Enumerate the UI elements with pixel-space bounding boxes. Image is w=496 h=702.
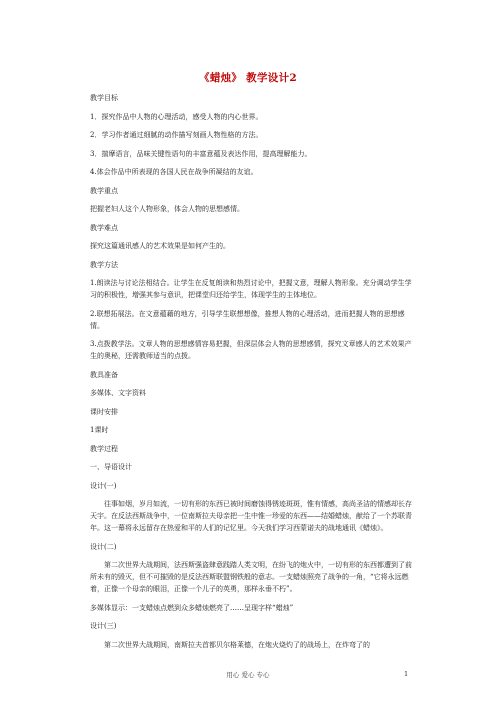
paragraph: 教学方法 xyxy=(90,260,118,269)
paragraph: 第二次世界大战期间，南斯拉夫首都贝尔格莱德，在炮火烧灼了的战场上，在炸弯了的 xyxy=(104,640,370,649)
paragraph: 3．揣摩语言，品味关键性语句的丰富意蕴及表达作用，提高理解能力。 xyxy=(90,149,312,158)
paragraph: 教学目标 xyxy=(90,94,118,102)
paragraph: 多媒体显示：一支蜡烛点燃到众多蜡烛燃亮了……呈现字样“蜡烛” xyxy=(90,603,294,612)
paragraph: 教学难点 xyxy=(90,223,118,232)
paragraph: 多媒体、文字资料 xyxy=(90,389,146,397)
page-number: 1 xyxy=(404,670,409,678)
paragraph: 1课时 xyxy=(90,426,109,434)
paragraph: 4.体会作品中所表现的各国人民在战争所凝结的友谊。 xyxy=(90,168,258,176)
paragraph: 把握老妇人这个人物形象，体会人物的思想感情。 xyxy=(90,205,244,213)
paragraph: 教具准备 xyxy=(90,370,118,379)
paragraph: 2.联想拓展法。在文意蕴藉的地方，引导学生联想想像，推想人物的心理活动，进而把握人物的思想感情。 xyxy=(90,309,405,330)
paragraph: 探究这篇通讯感人的艺术效果是如何产生的。 xyxy=(90,242,230,250)
paragraph: 设计(三) xyxy=(90,622,117,630)
paragraph: 一、导语设计 xyxy=(90,463,132,471)
paragraph: 往事如烟，岁月如流，一切有形的东西已被时间磨蚀得锈迹斑斑，惟有情感，高尚圣洁的情感却长存天宇。在反法西斯战争中，一位南斯拉夫母亲把一生中惟一珍爱的东西——结婚蜡烛，献给了一个苏联青年。这一幕将永远留存在热爱和平的人们的记忆里。今天我们学习西蒙诺夫的战地通讯《蜡烛》。 xyxy=(90,500,412,532)
paragraph: 第二次世界大战期间，法西斯强盗肆意践踏人类文明，在纷飞的炮火中，一切有形的东西都遭到了前所未有的毁灭，但不可摧毁的是反法西斯联盟钢铁般的意志。一支蜡烛照亮了战争的一角，“它将永远燃着，正像一个母亲的眼泪，正像一个儿子的英勇，那样永垂不朽”。 xyxy=(90,561,412,593)
paragraph: 课时安排 xyxy=(90,407,118,416)
paragraph: 3.点拨教学法。文章人物的思想感情容易把握，但深层体会人物的思想感情，探究文章感人的艺术效果产生的奥秘，还需教师适当的点拨。 xyxy=(90,340,412,360)
footer-text: 用心 爱心 专心 xyxy=(226,671,270,679)
document-title: 《蜡烛》 教学设计2 xyxy=(199,72,297,84)
document-body xyxy=(90,92,412,657)
paragraph: 设计(一) xyxy=(90,481,117,490)
paragraph: 1．探究作品中人物的心理活动，感受人物的内心世界。 xyxy=(90,112,263,121)
paragraph: 教学过程 xyxy=(90,444,118,453)
paragraph: 教学重点 xyxy=(90,186,118,195)
paragraph: 设计(二) xyxy=(90,542,117,551)
paragraph: 2．学习作者通过细腻的动作描写刻画人物性格的方法。 xyxy=(90,131,263,139)
paragraph: 1.朗读法与讨论法相结合。让学生在反复朗读和热烈讨论中，把握文意，理解人物形象。充分调动学生学习的积极性，增强其参与意识，把课堂归还给学生，体现学生的主体地位。 xyxy=(90,279,412,299)
